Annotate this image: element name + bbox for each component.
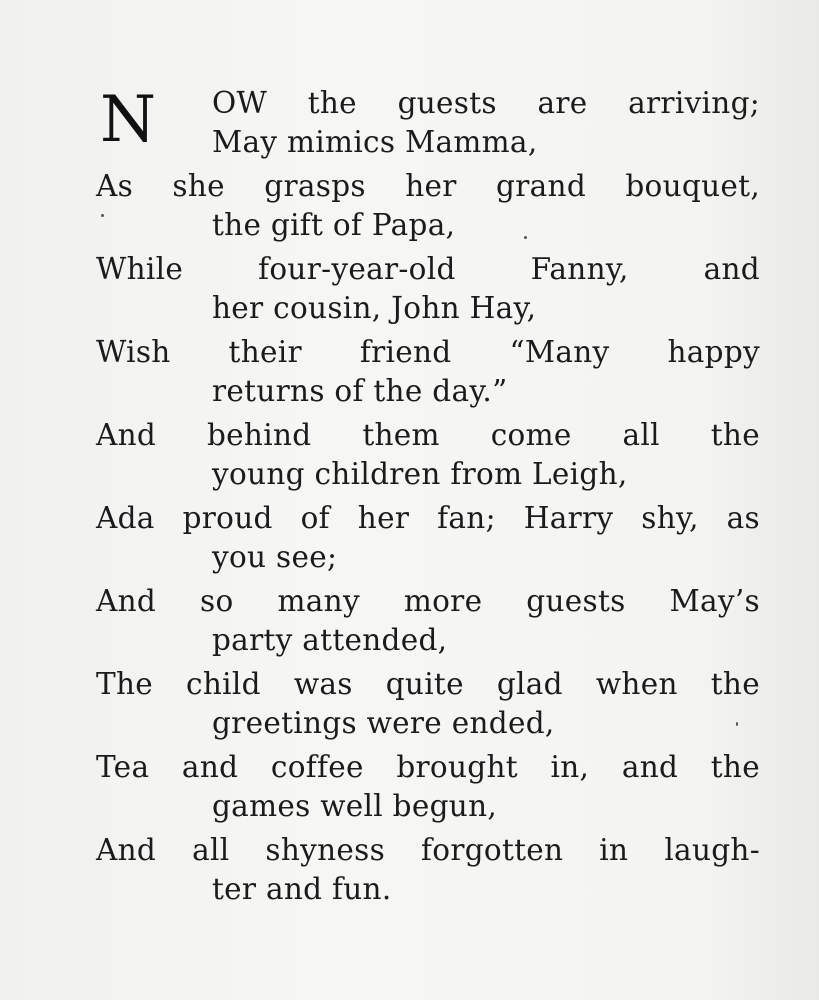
poem-line-20: ter and fun. — [212, 872, 392, 906]
print-speck — [736, 722, 738, 726]
poem-line-7: Wish their friend “Many happy — [96, 335, 760, 369]
stanza-6 — [96, 499, 760, 582]
poem-line-2: May mimics Mamma, — [212, 125, 538, 159]
stanza-7 — [96, 582, 760, 665]
poem-line-6: her cousin, John Hay, — [212, 291, 537, 325]
poem-line-14: party attended, — [212, 623, 448, 657]
stanza-3 — [96, 250, 760, 333]
poem-line-13: And so many more guests May’s — [96, 584, 760, 618]
poem-line-17: Tea and coffee brought in, and the — [96, 750, 760, 784]
poem-line-19: And all shyness forgotten in laugh- — [96, 833, 760, 867]
poem-line-18: games well begun, — [212, 789, 498, 823]
stanza-8 — [96, 665, 760, 748]
poem-line-9: And behind them come all the — [96, 418, 760, 452]
poem-line-4: the gift of Papa, — [212, 208, 456, 242]
poem-line-5: While four-year-old Fanny, and — [96, 252, 760, 286]
poem-line-12: you see; — [212, 540, 338, 574]
drop-cap: N — [100, 83, 156, 157]
poem-line-1: OW the guests are arriving; — [212, 86, 760, 120]
stanza-2 — [96, 167, 760, 250]
poem-text — [96, 84, 760, 914]
stanza-9 — [96, 748, 760, 831]
stanza-4 — [96, 333, 760, 416]
poem-line-15: The child was quite glad when the — [96, 667, 760, 701]
stanza-10 — [96, 831, 760, 914]
poem-line-16: greetings were ended, — [212, 706, 555, 740]
poem-line-11: Ada proud of her fan; Harry shy, as — [96, 501, 760, 535]
poem-line-10: young children from Leigh, — [212, 457, 628, 491]
poem-line-8: returns of the day.” — [212, 374, 508, 408]
stanza-1 — [96, 84, 760, 167]
stanza-5 — [96, 416, 760, 499]
print-speck — [524, 236, 527, 239]
print-speck — [101, 214, 104, 217]
poem-line-3: As she grasps her grand bouquet, — [96, 169, 760, 203]
